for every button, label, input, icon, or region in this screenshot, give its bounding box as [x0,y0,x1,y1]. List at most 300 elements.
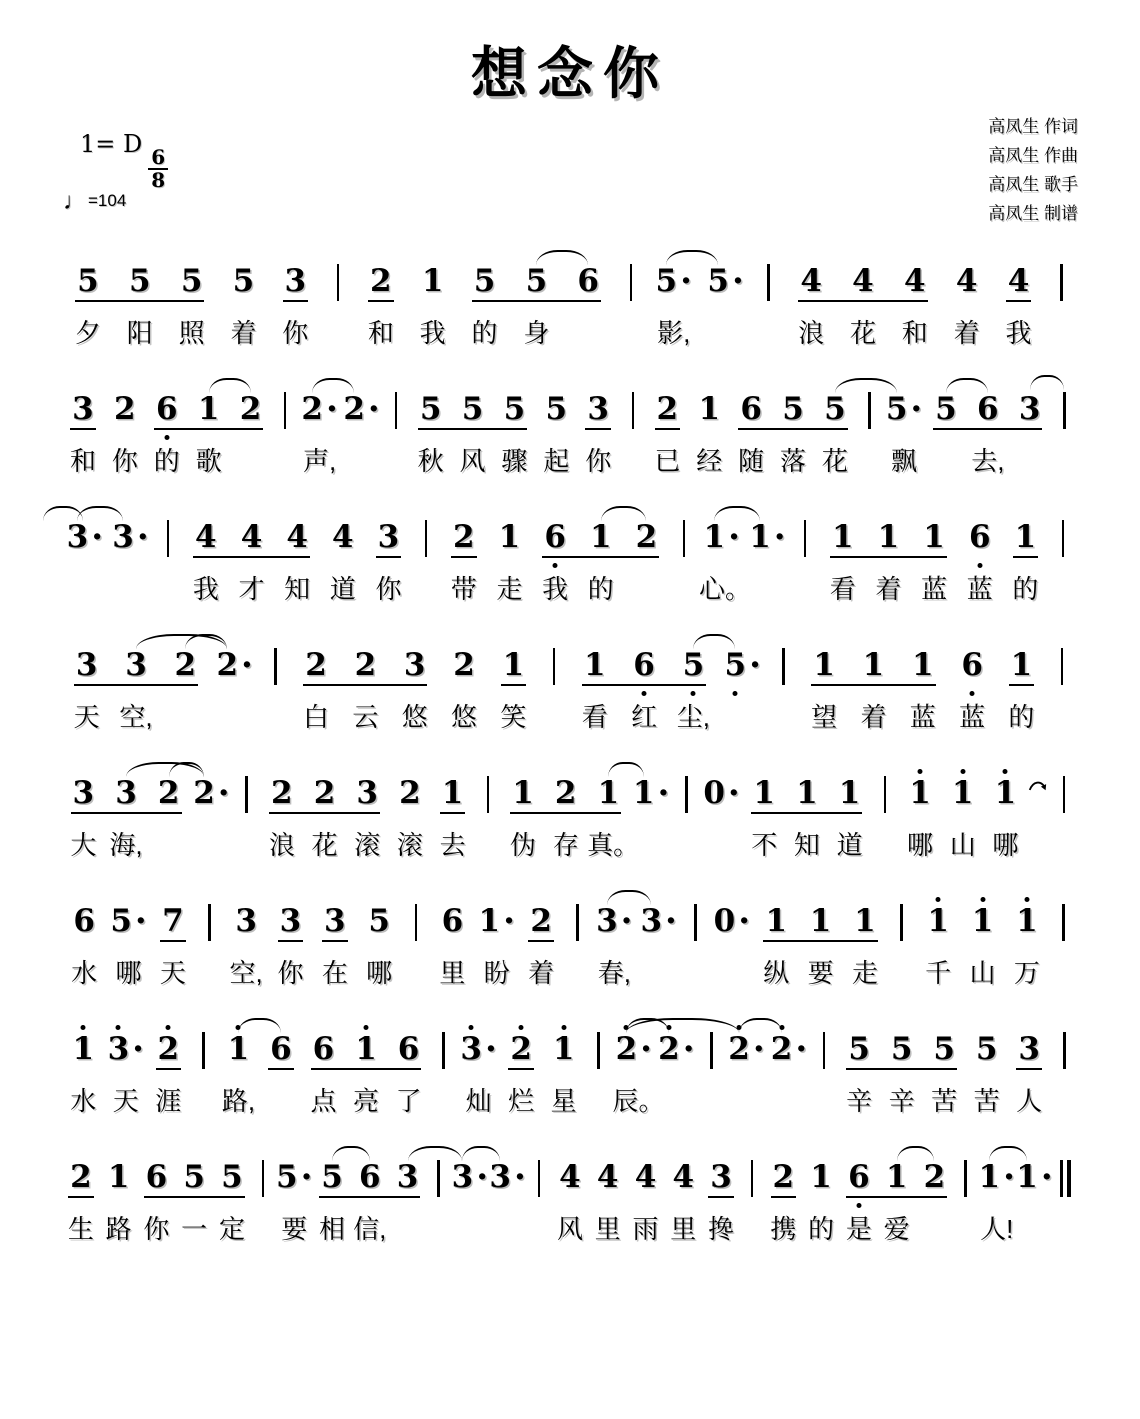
note-digit: 4 [596,1159,619,1195]
lyric-slot [563,956,592,990]
lyric-slot [382,444,409,478]
beam-underline [303,684,427,686]
lyric-syllable: 才 [238,574,265,604]
slur-arc [185,634,227,649]
augmentation-dot: · [665,901,677,941]
high-octave-dot [1024,897,1029,902]
lyric-syllable [451,1212,489,1246]
lyric-syllable: 星 [550,1086,577,1116]
lyric-slot [271,444,298,478]
note [630,774,673,818]
music-line [62,774,1078,862]
score [0,262,1140,1246]
note-digit: 3 [107,1031,130,1067]
lyric-syllable: 蓝 [959,702,986,732]
beam-underline [1016,1068,1042,1070]
augmentation-dot: · [657,773,670,813]
beam-underline [1006,300,1032,302]
beam-underline [74,684,198,686]
note-digit: 3 [377,519,400,555]
note-digit: 2 [174,647,197,683]
note-digit: 5 [77,263,99,299]
barline [202,1032,205,1069]
low-octave-dot [642,691,647,696]
note-digit: 1 [1016,903,1038,939]
lyric-slot [1049,956,1078,990]
note-digit: 1 [854,903,876,939]
note-digit: 0 [713,903,736,939]
lyric-syllable: 影, [657,318,691,348]
lyric-syllable: 在 [321,958,348,988]
barline [900,904,903,941]
lyric-syllable: 携 [770,1214,797,1244]
beam-underline [846,1196,947,1198]
note [108,518,154,562]
note-digit: 2 [271,775,293,811]
lyric-slot [887,956,916,990]
note-digit: 2 [114,391,136,427]
barline [597,1032,600,1069]
barline [685,776,688,813]
lyric-syllable: 烂 [508,1086,535,1116]
high-octave-dot [363,1025,368,1030]
augmentation-dot: · [731,261,744,301]
barline [804,520,807,557]
lyric-slot [752,316,786,350]
high-octave-dot [166,1025,171,1030]
note-digit: 5 [655,263,678,299]
note-digit: 2 [510,1031,532,1067]
lyric-slot [871,828,899,862]
lyric-syllable: 辛 [888,1086,915,1116]
lyric-syllable: 里 [439,958,466,988]
lyric-syllable: 春, [597,958,631,988]
barline [710,1032,713,1069]
beam-underline [846,1068,957,1070]
lyric-syllable [655,1084,698,1118]
beam-underline [269,812,380,814]
note-digit: 6 [961,647,983,683]
slur-arc [462,1146,500,1161]
note [535,390,577,434]
note-digit: 2 [370,263,392,299]
key-signature [80,130,168,191]
note-digit: 2 [216,647,239,683]
high-octave-dot [519,1025,524,1030]
augmentation-dot: · [910,389,923,429]
note-digit: 1 [813,647,835,683]
note-digit: 6 [145,1159,168,1195]
note-digit: 5 [545,391,568,427]
note [710,902,754,946]
note-digit: 3 [1018,1031,1040,1067]
note [341,390,383,434]
note-digit: 2 [354,647,377,683]
note-digit: 3 [596,903,618,939]
note [768,1030,811,1074]
note-digit: 1 [809,903,832,939]
lyric-syllable: 千 [925,958,952,988]
lyric-syllable: 尘, [676,702,711,732]
note-digit: 3 [451,1159,474,1195]
barline [1063,776,1066,813]
beam-underline [70,428,96,430]
music-line [62,1030,1078,1118]
beam-underline [376,556,402,558]
lyric-slot [1044,316,1078,350]
beam-underline [811,684,935,686]
high-octave-dot [980,897,985,902]
note [613,1030,656,1074]
slur-arc [238,1018,281,1033]
lyric-syllable: 相 [319,1214,346,1244]
barline [415,904,418,941]
note-digit: 5 [461,391,484,427]
note [916,902,960,946]
music-line [62,262,1078,350]
note-digit: 4 [800,263,822,299]
beam-underline [798,300,927,302]
augmentation-dot: · [326,389,338,429]
barline [630,264,633,301]
beam-underline [763,940,877,942]
lyric-syllable: 空, [229,958,263,988]
barline [767,264,770,301]
note-digit: 5 [848,1031,870,1067]
lyric-syllable: 你 [143,1214,170,1244]
lyric-syllable: 着 [230,318,257,348]
note [699,518,745,562]
lyric-syllable: 照 [178,318,205,348]
note-digit: 2 [658,1031,680,1067]
note-digit: 3 [75,647,98,683]
barline [1063,392,1066,429]
lyric-syllable [710,956,754,990]
lyric-syllable: 走 [851,958,878,988]
lyric-syllable: 一 [181,1214,208,1244]
note [648,262,700,306]
lyric-syllable: 秋 [417,446,444,476]
note-digit: 4 [559,1159,581,1195]
lyric-syllable: 你 [111,446,138,476]
lyric-syllable: 是 [845,1214,872,1244]
lyric-slot [1050,828,1078,862]
note-digit: 3 [1018,391,1041,427]
lyric-syllable: 望 [811,702,838,732]
note [217,1030,260,1074]
lyric-slot [672,828,700,862]
note-digit: 6 [977,391,999,427]
note-digit: 1 [831,519,854,555]
note-digit: 6 [544,519,566,555]
note-digit: 6 [270,1031,292,1067]
note-digit: 6 [577,263,599,299]
beam-underline [156,1068,182,1070]
lyric-syllable: 落 [780,446,807,476]
slur-arc [77,506,123,521]
beam-underline [268,1068,294,1070]
music-line [62,1158,1078,1246]
augmentation-dot: · [727,773,740,813]
beam-underline [283,300,309,302]
note-digit: 1 [421,263,444,299]
lyric-syllable [489,1212,527,1246]
note-digit: 1 [978,1159,1001,1195]
note-digit: 2 [656,391,679,427]
barline [208,904,211,941]
note-digit: 5 [824,391,846,427]
lyric-slot [411,572,441,606]
lyric-syllable: 亮 [352,1086,379,1116]
lyric-syllable: 哪 [115,958,142,988]
note [688,390,730,434]
lyric-slot [259,700,291,734]
note [451,1158,489,1202]
note-digit: 6 [441,903,464,939]
note-digit: 6 [73,903,95,939]
barline [337,264,340,301]
beam-underline [508,1068,534,1070]
note-digit: 4 [955,263,978,299]
note-digit: 1 [478,903,501,939]
note-digit: 5 [473,263,496,299]
note-digit: 0 [703,775,725,811]
lyric-syllable: 的 [1008,702,1035,732]
lyric-syllable: 道 [329,574,356,604]
lyric-syllable: 风 [459,446,486,476]
beam-underline [1009,684,1035,686]
note-digit: 1 [877,519,900,555]
lyric-syllable: 纵 [763,958,790,988]
lyric-slot [1051,444,1078,478]
note [941,774,984,818]
note [725,1030,768,1074]
lyric-syllable: 生 [67,1214,94,1244]
note-digit: 4 [672,1159,695,1195]
lyric-syllable [190,828,233,862]
high-octave-dot [116,1025,121,1030]
lyric-syllable: 着 [860,702,887,732]
augmentation-dot: · [132,1029,144,1069]
lyric-syllable: 的 [808,1214,835,1244]
credit-lyricist: 高凤生 作词 [988,117,1078,136]
note-digit: 6 [312,1031,335,1067]
lyric-syllable: 里 [594,1214,621,1244]
lyric-syllable: 路 [105,1214,132,1244]
note [487,518,533,562]
augmentation-dot: · [682,1029,695,1069]
note-digit: 5 [525,263,548,299]
note [320,518,366,562]
slur-arc [897,1146,935,1161]
note [984,774,1027,818]
lyric-syllable: 空, [119,702,153,732]
note-digit: 5 [724,647,747,683]
lyric-syllable: 蓝 [921,574,948,604]
lyric-slot [190,1084,218,1118]
final-barline [1060,1160,1063,1197]
lyric-syllable: 阳 [126,318,153,348]
barline [284,392,287,429]
note [357,902,401,946]
note-digit: 3 [489,1159,511,1195]
lyric-syllable [1016,1212,1054,1246]
lyric-syllable: 着 [953,318,980,348]
note-digit: 3 [235,903,257,939]
note-digit: 5 [128,263,151,299]
lyric-syllable: 的 [153,446,180,476]
lyric-syllable: 定 [218,1214,245,1244]
lyric-syllable: 花 [821,446,848,476]
lyric-slot [1046,700,1078,734]
slur-arc [835,378,897,393]
augmentation-dot: · [241,645,253,685]
note-digit: 5 [180,263,203,299]
song-title: 想念你 [471,42,669,105]
note-digit: 1 [107,1159,130,1195]
beam-underline [510,812,621,814]
note [718,646,767,690]
note-digit: 7 [162,903,184,939]
note-digit: 2 [305,647,327,683]
note [62,902,106,946]
lyric-syllable: 随 [738,446,765,476]
lyric-slot [669,572,699,606]
lyric-syllable: 天 [112,1086,139,1116]
note-digit: 6 [397,1031,420,1067]
note-digit: 3 [66,519,89,555]
lyric-slot [527,1212,552,1246]
beam-underline [71,812,182,814]
lyric-syllable: 蓝 [909,702,936,732]
note-digit: 1 [227,1031,250,1067]
note [489,1158,527,1202]
note [100,1158,138,1202]
slur-arc [408,1146,463,1161]
key-prefix: 1= D [80,130,143,158]
lyric-syllable: 云 [352,702,379,732]
note [636,902,680,946]
barline [576,904,579,941]
slur-arc [312,378,354,393]
lyric-syllable: 路, [221,1086,256,1116]
high-octave-dot [469,1025,474,1030]
note-digit: 1 [753,775,775,811]
lyric-syllable: 伪 [510,830,537,860]
note-digit: 5 [232,263,255,299]
note-digit: 2 [313,775,336,811]
lyric-syllable [108,572,154,606]
barline [823,1032,826,1069]
barline [964,1160,967,1197]
note [589,1158,627,1202]
note-digit: 1 [838,775,861,811]
barline [245,776,248,813]
lyric-syllable [147,828,190,862]
lyric-syllable: 浪 [268,830,295,860]
slur-arc [608,762,643,777]
time-signature-denominator: 8 [148,168,168,191]
beam-underline [528,940,554,942]
lyric-syllable: 你 [585,446,612,476]
note [947,646,996,690]
note-digit: 6 [848,1159,870,1195]
lyric-syllable: 存 [552,830,579,860]
high-octave-dot [561,1025,566,1030]
note-digit: 2 [615,1031,638,1067]
note-digit: 4 [852,263,874,299]
lyric-syllable: 你 [282,318,309,348]
lyric-syllable: 人 [1016,1086,1043,1116]
note [978,1158,1016,1202]
note-digit: 1 [796,775,818,811]
note-digit: 3 [279,903,302,939]
note-digit: 1 [749,519,771,555]
note-digit: 4 [195,519,217,555]
barline [751,1160,754,1197]
beam-underline [933,428,1042,430]
lyric-syllable: 的 [587,574,614,604]
slur-arc [332,1146,370,1161]
lyric-syllable [745,572,791,606]
barline [868,392,871,429]
note-digit: 3 [125,647,147,683]
augmentation-dot: · [514,1157,526,1197]
lyric-syllable: 风 [556,1214,583,1244]
note [700,262,752,306]
credits-block [988,112,1078,228]
note [960,902,1004,946]
low-octave-dot [553,563,558,568]
beam-underline [585,428,611,430]
lyric-syllable: 去 [439,830,466,860]
barline [1062,520,1065,557]
lyric-syllable: 着 [875,574,902,604]
lyric-syllable: 你 [277,958,304,988]
beam-underline [418,428,527,430]
lyric-syllable: 海, [109,830,143,860]
note [664,1158,702,1202]
slur-arc [626,1018,739,1033]
note-digit: 6 [740,391,762,427]
note-digit: 1 [512,775,534,811]
note-digit: 1 [909,775,931,811]
lyric-syllable: 道 [836,830,863,860]
augmentation-dot: · [300,1157,313,1197]
lyric-syllable: 知 [284,574,311,604]
note-digit: 2 [554,775,577,811]
low-octave-dot [977,563,982,568]
barline [884,776,887,813]
lyric-slot [1050,1084,1078,1118]
note-digit: 2 [70,1159,92,1195]
note [475,902,519,946]
note-digit: 4 [1007,263,1030,299]
note-digit: 1 [597,775,620,811]
note-digit: 2 [239,391,262,427]
note-digit: 5 [110,903,132,939]
note-digit: 5 [321,1159,343,1195]
note-digit: 2 [193,775,215,811]
lyric-syllable [925,444,967,478]
augmentation-dot: · [738,901,751,941]
slur-arc [666,250,718,265]
note-digit: 1 [994,775,1017,811]
augmentation-dot: · [367,389,380,429]
lyric-syllable: 辛 [846,1086,873,1116]
note-digit: 1 [703,519,726,555]
lyric-syllable [1009,444,1051,478]
